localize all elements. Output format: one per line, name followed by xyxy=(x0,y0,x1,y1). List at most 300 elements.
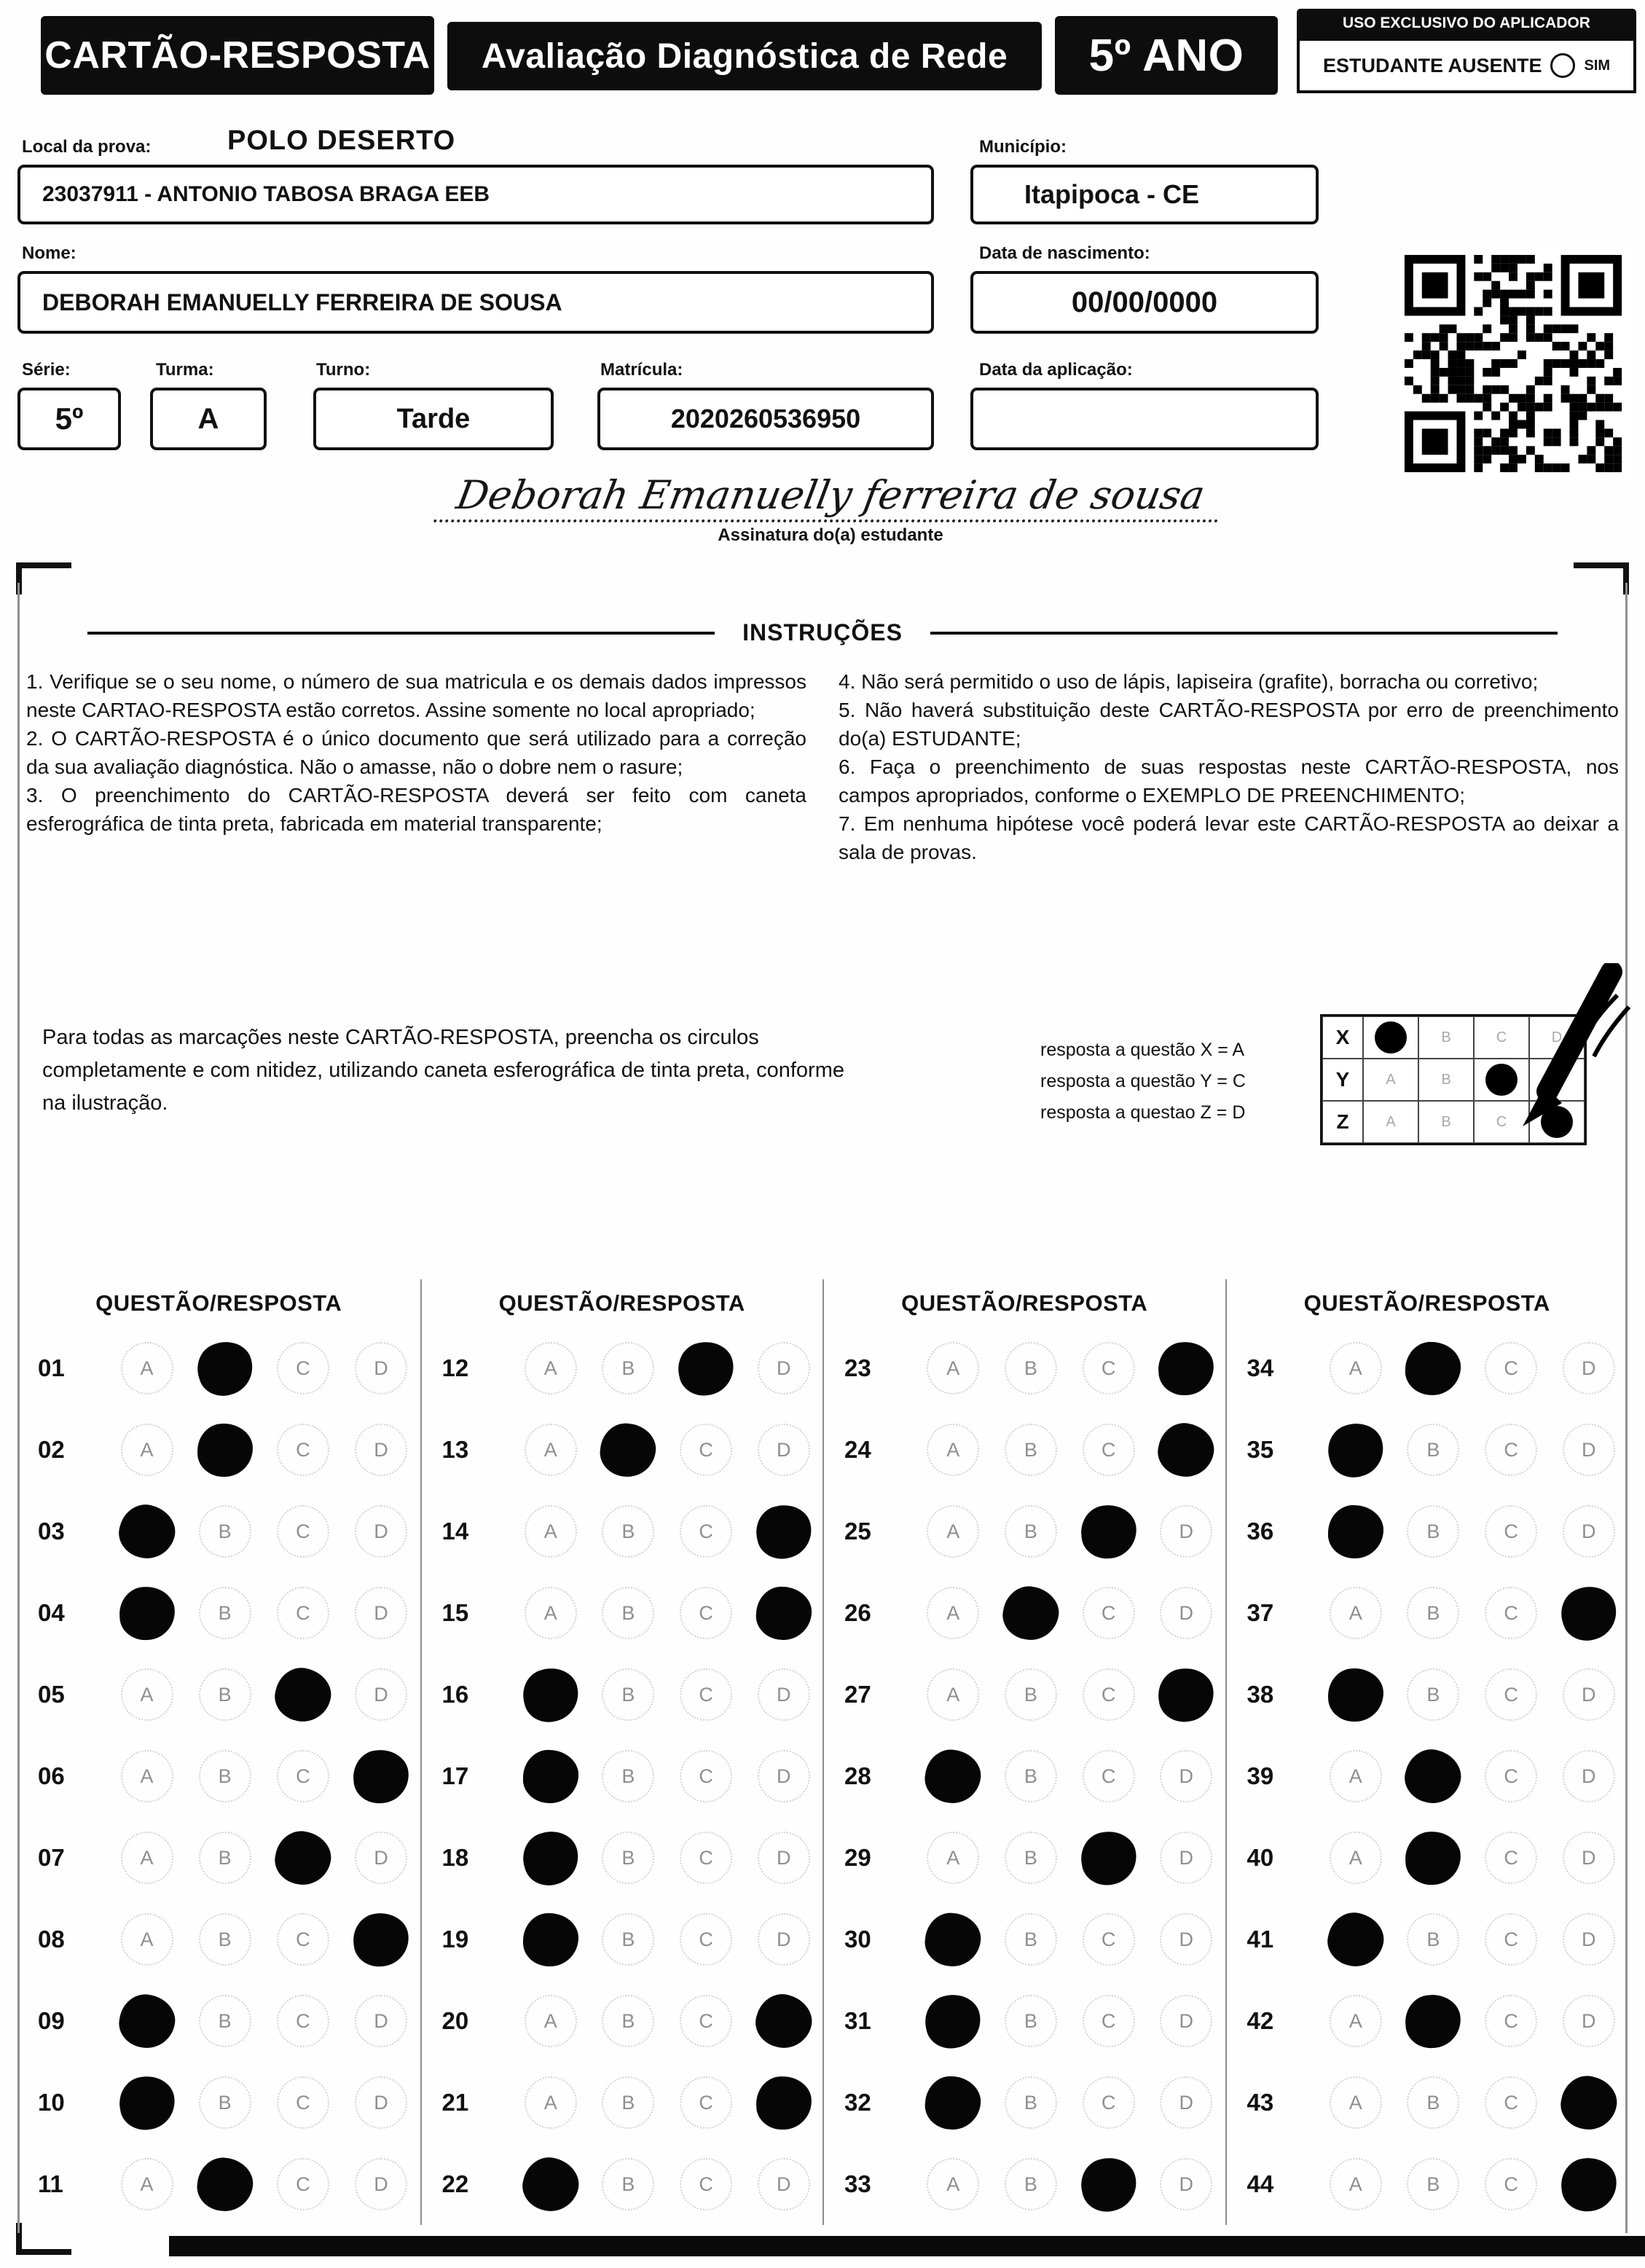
bubble-b[interactable]: B xyxy=(602,1587,654,1639)
question-number: 30 xyxy=(844,1926,871,1953)
bubble-d[interactable]: D xyxy=(355,1832,407,1884)
bubble-a-filled[interactable] xyxy=(922,1746,984,1807)
bubble-d[interactable]: D xyxy=(1160,2076,1212,2129)
pen-icon xyxy=(1477,963,1638,1145)
instructions-header xyxy=(87,619,1558,646)
bubble-a[interactable]: A xyxy=(525,2076,577,2129)
bubble-d[interactable]: D xyxy=(1160,1505,1212,1558)
question-row xyxy=(824,1735,1225,1817)
question-number: 21 xyxy=(441,2089,469,2116)
bubble-d[interactable]: D xyxy=(1160,1832,1212,1884)
bubble-d[interactable]: D xyxy=(758,1342,810,1394)
bubble-a[interactable]: A xyxy=(927,1342,979,1394)
bubble-a[interactable]: A xyxy=(525,1587,577,1639)
bubble-d[interactable]: D xyxy=(1563,1505,1615,1558)
bubble-b-filled[interactable] xyxy=(1405,1830,1463,1886)
bubble-c[interactable]: C xyxy=(680,2158,732,2210)
bubble-a[interactable]: A xyxy=(1330,1587,1382,1639)
question-row xyxy=(824,1980,1225,2062)
question-row xyxy=(422,1980,823,2062)
bubble-c[interactable]: C xyxy=(277,1995,329,2047)
example-bubble: A xyxy=(1363,1059,1418,1101)
question-row xyxy=(17,1817,420,1899)
example-legend xyxy=(1040,1035,1246,1129)
turno-label: Turno: xyxy=(316,360,371,380)
bubble-d-filled[interactable] xyxy=(1155,1665,1217,1725)
serie-label: Série: xyxy=(22,360,71,380)
question-row xyxy=(422,1572,823,1654)
bubble-c[interactable]: C xyxy=(277,1913,329,1966)
question-number: 32 xyxy=(844,2089,871,2116)
example-bubble: B xyxy=(1418,1101,1474,1143)
bubble-b[interactable]: B xyxy=(199,2076,251,2129)
question-number: 27 xyxy=(844,1681,871,1708)
bubble-c-filled[interactable] xyxy=(1077,1826,1141,1888)
bubble-c[interactable]: C xyxy=(277,2158,329,2210)
question-number: 22 xyxy=(441,2170,469,2197)
matricula-value: 2020260536950 xyxy=(670,404,861,433)
bubble-b[interactable]: B xyxy=(602,2158,654,2210)
qr-code xyxy=(1396,246,1630,481)
bubble-a[interactable]: A xyxy=(121,2158,173,2210)
question-row xyxy=(1227,1735,1628,1817)
bubble-a[interactable]: A xyxy=(1330,2076,1382,2129)
example-row-label: Y xyxy=(1322,1059,1363,1101)
question-number: 04 xyxy=(38,1599,65,1626)
bubble-d[interactable]: D xyxy=(1563,1750,1615,1802)
bubble-a[interactable]: A xyxy=(1330,2158,1382,2210)
bubble-c[interactable]: C xyxy=(680,1668,732,1721)
bubble-b-filled[interactable] xyxy=(1403,1992,1463,2049)
question-number: 34 xyxy=(1246,1354,1274,1381)
bubble-d[interactable]: D xyxy=(355,2076,407,2129)
question-row xyxy=(17,1409,420,1491)
ausente-sim-radio[interactable] xyxy=(1550,53,1575,78)
bubble-c[interactable]: C xyxy=(1485,1587,1537,1639)
bubble-c[interactable]: C xyxy=(277,1750,329,1802)
bubble-d[interactable]: D xyxy=(1160,1995,1212,2047)
question-number: 10 xyxy=(38,2089,65,2116)
question-row xyxy=(17,2143,420,2225)
answer-column-4 xyxy=(1225,1279,1628,2225)
question-row xyxy=(422,1327,823,1409)
estudante-ausente-label: ESTUDANTE AUSENTE xyxy=(1322,54,1542,76)
local-label: Local da prova: xyxy=(22,137,152,157)
question-number: 09 xyxy=(38,2007,65,2034)
bubble-c-filled[interactable] xyxy=(1075,2151,1142,2216)
bubble-c[interactable]: C xyxy=(1485,1995,1537,2047)
bubble-b[interactable]: B xyxy=(199,1913,251,1966)
bubble-d[interactable]: D xyxy=(1160,1587,1212,1639)
timing-bar xyxy=(169,2236,1645,2256)
bubble-b[interactable]: B xyxy=(1005,1913,1057,1966)
bubble-c[interactable]: C xyxy=(277,1587,329,1639)
bubble-a[interactable]: A xyxy=(1330,1750,1382,1802)
bubble-d-filled[interactable] xyxy=(754,1585,813,1641)
question-row xyxy=(824,1491,1225,1572)
bubble-d[interactable]: D xyxy=(355,1424,407,1476)
signature-block xyxy=(437,472,1224,546)
question-row xyxy=(422,1735,823,1817)
bubble-b[interactable]: B xyxy=(1005,2158,1057,2210)
bubble-a[interactable]: A xyxy=(121,1832,173,1884)
bubble-c-filled[interactable] xyxy=(270,1662,336,1727)
bubble-b[interactable]: B xyxy=(1005,1832,1057,1884)
matricula-label: Matrícula: xyxy=(600,360,683,380)
bubble-d[interactable]: D xyxy=(758,1750,810,1802)
answer-column-1 xyxy=(17,1279,420,2225)
bubble-a[interactable]: A xyxy=(927,1668,979,1721)
bubble-c[interactable]: C xyxy=(680,1832,732,1884)
bubble-b[interactable]: B xyxy=(1407,1424,1459,1476)
bubble-c[interactable]: C xyxy=(1485,1913,1537,1966)
bubble-d-filled[interactable] xyxy=(351,1747,411,1805)
bubble-a-filled[interactable] xyxy=(115,2072,178,2133)
question-row xyxy=(824,1817,1225,1899)
bubble-a[interactable]: A xyxy=(525,1995,577,2047)
bubble-b[interactable]: B xyxy=(1407,1913,1459,1966)
bubble-b[interactable]: B xyxy=(1407,2158,1459,2210)
bubble-a[interactable]: A xyxy=(121,1913,173,1966)
bubble-a-filled[interactable] xyxy=(118,1585,176,1641)
question-number: 19 xyxy=(441,1926,469,1953)
question-row xyxy=(824,1409,1225,1491)
question-number: 44 xyxy=(1246,2170,1274,2197)
bubble-c[interactable]: C xyxy=(680,1750,732,1802)
bubble-a[interactable]: A xyxy=(927,2158,979,2210)
bubble-a[interactable]: A xyxy=(121,1342,173,1394)
bubble-a[interactable]: A xyxy=(1330,1832,1382,1884)
sheet-title: CARTÃO-RESPOSTA xyxy=(41,16,434,95)
bubble-d[interactable]: D xyxy=(758,1668,810,1721)
bubble-a-filled[interactable] xyxy=(923,2073,983,2131)
rule-line xyxy=(930,632,1558,635)
column-header: QUESTÃO/RESPOSTA xyxy=(1303,1290,1550,1316)
bubble-d-filled[interactable] xyxy=(1558,2154,1620,2214)
bubble-d[interactable]: D xyxy=(1563,1342,1615,1394)
bubble-d[interactable]: D xyxy=(758,1913,810,1966)
bubble-b-filled[interactable] xyxy=(1399,1743,1467,1809)
aplicador-panel xyxy=(1297,9,1636,93)
bubble-c[interactable]: C xyxy=(1485,1342,1537,1394)
bubble-a-filled[interactable] xyxy=(113,1498,181,1564)
bubble-a[interactable]: A xyxy=(525,1424,577,1476)
bubble-a-filled[interactable] xyxy=(517,1662,584,1727)
bubble-d[interactable]: D xyxy=(758,1832,810,1884)
answer-column-2 xyxy=(420,1279,823,2225)
question-row xyxy=(422,1654,823,1735)
bubble-b[interactable]: B xyxy=(1005,1342,1057,1394)
student-signature: Deborah Emanuelly ferreira de sousa xyxy=(433,472,1228,522)
bubble-c[interactable]: C xyxy=(277,2076,329,2129)
bubble-d-filled[interactable] xyxy=(750,1499,816,1563)
instruction-item: 3. O preenchimento do CARTÃO-RESPOSTA deverá ser feito com caneta esferográfica de tinta preta, fabricada em material transparente; xyxy=(26,784,806,835)
question-number: 01 xyxy=(38,1354,65,1381)
bubble-c[interactable]: C xyxy=(1083,1424,1135,1476)
bubble-b[interactable]: B xyxy=(602,1342,654,1394)
bubble-b[interactable]: B xyxy=(199,1668,251,1721)
turma-field xyxy=(150,388,267,450)
bubble-c[interactable]: C xyxy=(1083,2076,1135,2129)
bubble-a[interactable]: A xyxy=(121,1424,173,1476)
question-number: 24 xyxy=(844,1436,871,1463)
bubble-b[interactable]: B xyxy=(1407,1505,1459,1558)
bubble-c[interactable]: C xyxy=(680,1505,732,1558)
bubble-a[interactable]: A xyxy=(525,1505,577,1558)
bubble-b-filled[interactable] xyxy=(598,1421,659,1480)
bubble-c[interactable]: C xyxy=(680,1913,732,1966)
bubble-b[interactable]: B xyxy=(602,1995,654,2047)
bubble-b[interactable]: B xyxy=(199,1505,251,1558)
bubble-a-filled[interactable] xyxy=(922,1910,984,1969)
instruction-item: 5. Não haverá substituição deste CARTÃO-RESPOSTA por erro de preenchimento do(a) ESTUDANTE; xyxy=(839,699,1619,750)
bubble-d[interactable]: D xyxy=(355,1342,407,1394)
bubble-a[interactable]: A xyxy=(1330,1995,1382,2047)
question-row xyxy=(1227,1654,1628,1735)
nascimento-value: 00/00/0000 xyxy=(1071,286,1218,318)
question-number: 17 xyxy=(441,1762,469,1789)
serie-field xyxy=(17,388,121,450)
legend-line: resposta a questao Z = D xyxy=(1040,1102,1246,1123)
aplicacao-field xyxy=(970,388,1319,450)
question-number: 28 xyxy=(844,1762,871,1789)
question-number: 39 xyxy=(1246,1762,1274,1789)
bubble-c[interactable]: C xyxy=(1083,1995,1135,2047)
instruction-item: 6. Faça o preenchimento de suas respostas neste CARTÃO-RESPOSTA, nos campos apropriados, conforme o EXEMPLO DE PREENCHIMENTO; xyxy=(839,756,1619,807)
turma-value: A xyxy=(197,402,219,435)
answer-rows xyxy=(422,1327,823,2225)
bubble-c[interactable]: C xyxy=(680,2076,732,2129)
bubble-a-filled[interactable] xyxy=(115,1990,179,2052)
question-number: 11 xyxy=(38,2170,63,2197)
bubble-b[interactable]: B xyxy=(1005,1424,1057,1476)
question-number: 43 xyxy=(1246,2089,1274,2116)
question-number: 36 xyxy=(1246,1518,1274,1545)
school-field xyxy=(17,165,934,224)
bubble-b[interactable]: B xyxy=(602,1668,654,1721)
bubble-b[interactable]: B xyxy=(602,1505,654,1558)
bubble-d[interactable]: D xyxy=(355,1587,407,1639)
question-row xyxy=(1227,1409,1628,1491)
question-number: 08 xyxy=(38,1926,65,1953)
bubble-b-filled[interactable] xyxy=(190,1335,259,1402)
bubble-d[interactable]: D xyxy=(355,1505,407,1558)
bubble-d-filled[interactable] xyxy=(350,1910,412,1969)
bubble-a[interactable]: A xyxy=(927,1832,979,1884)
nascimento-label: Data de nascimento: xyxy=(979,243,1150,263)
answers-section xyxy=(17,1279,1628,2224)
school-value: 23037911 - ANTONIO TABOSA BRAGA EEB xyxy=(42,182,490,206)
bubble-a-filled[interactable] xyxy=(921,1989,986,2052)
instruction-item: 1. Verifique se o seu nome, o número de sua matricula e os demais dados impressos neste CARTAO-RESPOSTA estão corretos. Assine somente no local apropriado; xyxy=(26,670,806,721)
bubble-b[interactable]: B xyxy=(1005,2076,1057,2129)
bubble-d-filled[interactable] xyxy=(1556,2071,1622,2134)
bubble-a-filled[interactable] xyxy=(1322,1907,1389,1971)
bubble-b[interactable]: B xyxy=(199,1587,251,1639)
bubble-a-filled[interactable] xyxy=(1327,1668,1383,1722)
example-bubble: B xyxy=(1418,1016,1474,1059)
bubble-c[interactable]: C xyxy=(277,1342,329,1394)
bubble-c[interactable]: C xyxy=(680,1587,732,1639)
bubble-b[interactable]: B xyxy=(602,1832,654,1884)
nascimento-field xyxy=(970,271,1319,334)
bubble-d[interactable]: D xyxy=(758,2158,810,2210)
example-row-label: X xyxy=(1322,1016,1363,1059)
bubble-d-filled[interactable] xyxy=(1153,1418,1219,1482)
bubble-c[interactable]: C xyxy=(1083,1342,1135,1394)
registration-mark-top-right xyxy=(1574,562,1629,595)
bubble-c[interactable]: C xyxy=(1485,1668,1537,1721)
bubble-a[interactable]: A xyxy=(927,1424,979,1476)
bubble-d-filled[interactable] xyxy=(755,2075,812,2130)
bubble-c[interactable]: C xyxy=(1083,1913,1135,1966)
column-header: QUESTÃO/RESPOSTA xyxy=(95,1290,342,1316)
bubble-d[interactable]: D xyxy=(1563,1424,1615,1476)
question-number: 07 xyxy=(38,1844,65,1871)
bubble-b[interactable]: B xyxy=(602,1913,654,1966)
bubble-c[interactable]: C xyxy=(1485,2076,1537,2129)
bubble-b-filled[interactable] xyxy=(197,1423,253,1477)
question-number: 38 xyxy=(1246,1681,1274,1708)
question-number: 06 xyxy=(38,1762,65,1789)
question-row xyxy=(17,1899,420,1980)
bubble-b[interactable]: B xyxy=(1407,1587,1459,1639)
bubble-b[interactable]: B xyxy=(1005,1995,1057,2047)
question-number: 18 xyxy=(441,1844,469,1871)
grade-badge: 5º ANO xyxy=(1055,16,1278,95)
bubble-d[interactable]: D xyxy=(1563,1995,1615,2047)
bubble-b-filled[interactable] xyxy=(1405,1341,1463,1397)
bubble-c[interactable]: C xyxy=(1485,1750,1537,1802)
bubble-b[interactable]: B xyxy=(1005,1505,1057,1558)
sheet-subtitle: Avaliação Diagnóstica de Rede xyxy=(447,22,1042,90)
legend-line: resposta a questão X = A xyxy=(1040,1040,1245,1060)
column-header: QUESTÃO/RESPOSTA xyxy=(498,1290,745,1316)
bubble-d[interactable]: D xyxy=(1563,1832,1615,1884)
local-value: POLO DESERTO xyxy=(227,125,456,156)
bubble-c[interactable]: C xyxy=(277,1505,329,1558)
question-number: 37 xyxy=(1246,1599,1274,1626)
bubble-b[interactable]: B xyxy=(199,1832,251,1884)
bubble-d[interactable]: D xyxy=(1563,1913,1615,1966)
question-row xyxy=(1227,1572,1628,1654)
matricula-field xyxy=(597,388,934,450)
bubble-b[interactable]: B xyxy=(199,1995,251,2047)
question-row xyxy=(824,1572,1225,1654)
bubble-b[interactable]: B xyxy=(602,1750,654,1802)
answer-column-3 xyxy=(822,1279,1225,2225)
bubble-c[interactable]: C xyxy=(1485,1424,1537,1476)
question-number: 02 xyxy=(38,1436,65,1463)
bubble-a[interactable]: A xyxy=(121,1750,173,1802)
bubble-c[interactable]: C xyxy=(680,1995,732,2047)
nome-field xyxy=(17,271,934,334)
question-number: 42 xyxy=(1246,2007,1274,2034)
bubble-c-filled[interactable] xyxy=(1078,1502,1139,1561)
bubble-a[interactable]: A xyxy=(1330,1342,1382,1394)
bubble-a-filled[interactable] xyxy=(517,2151,584,2217)
instruction-item: 2. O CARTÃO-RESPOSTA é o único documento que será utilizado para a correção da sua avaliação diagnóstica. Não o amasse, não o dobre nem o rasure; xyxy=(26,727,806,778)
bubble-a-filled[interactable] xyxy=(523,1913,578,1966)
bubble-d[interactable]: D xyxy=(355,1668,407,1721)
question-row xyxy=(17,1735,420,1817)
bubble-c[interactable]: C xyxy=(1485,2158,1537,2210)
bubble-b[interactable]: B xyxy=(1407,2076,1459,2129)
question-number: 13 xyxy=(441,1436,469,1463)
bubble-c[interactable]: C xyxy=(680,1424,732,1476)
nome-value: DEBORAH EMANUELLY FERREIRA DE SOUSA xyxy=(42,289,562,315)
bubble-c-filled[interactable] xyxy=(270,1826,336,1889)
bubble-c[interactable]: C xyxy=(1083,1750,1135,1802)
bubble-b-filled[interactable] xyxy=(999,1582,1064,1644)
registration-mark-bottom-left xyxy=(16,2223,71,2255)
bubble-c-filled[interactable] xyxy=(674,1337,739,1400)
bubble-d[interactable]: D xyxy=(758,1424,810,1476)
bubble-a[interactable]: A xyxy=(121,1668,173,1721)
bubble-c[interactable]: C xyxy=(1485,1832,1537,1884)
turma-label: Turma: xyxy=(156,360,214,380)
example-bubble: C xyxy=(1474,1101,1529,1143)
bubble-d-filled[interactable] xyxy=(750,1988,818,2055)
question-row xyxy=(17,1572,420,1654)
question-number: 15 xyxy=(441,1599,469,1626)
bubble-c[interactable]: C xyxy=(277,1424,329,1476)
legend-line: resposta a questão Y = C xyxy=(1040,1071,1246,1091)
question-row xyxy=(824,2062,1225,2143)
bubble-b[interactable]: B xyxy=(1005,1668,1057,1721)
estudante-ausente-row xyxy=(1297,38,1636,93)
question-number: 35 xyxy=(1246,1436,1274,1463)
bubble-b-filled[interactable] xyxy=(194,2154,256,2215)
question-row xyxy=(17,1491,420,1572)
bubble-b[interactable]: B xyxy=(602,2076,654,2129)
example-bubble: C xyxy=(1474,1016,1529,1059)
bubble-b[interactable]: B xyxy=(1005,1750,1057,1802)
question-number: 40 xyxy=(1246,1844,1274,1871)
bubble-a[interactable]: A xyxy=(525,1342,577,1394)
bubble-a[interactable]: A xyxy=(927,1587,979,1639)
bubble-b[interactable]: B xyxy=(1407,1668,1459,1721)
bubble-c[interactable]: C xyxy=(1083,1587,1135,1639)
bubble-a-filled[interactable] xyxy=(1322,1416,1389,1483)
example-bubble: B xyxy=(1418,1059,1474,1101)
question-number: 03 xyxy=(38,1518,65,1545)
bubble-d[interactable]: D xyxy=(1160,2158,1212,2210)
bubble-a[interactable]: A xyxy=(927,1505,979,1558)
bubble-c[interactable]: C xyxy=(1083,1668,1135,1721)
bubble-d[interactable]: D xyxy=(1160,1750,1212,1802)
question-row xyxy=(824,1899,1225,1980)
question-number: 23 xyxy=(844,1354,871,1381)
question-number: 31 xyxy=(844,2007,871,2034)
bubble-b[interactable]: B xyxy=(199,1750,251,1802)
instructions-columns xyxy=(26,667,1619,866)
bubble-d[interactable]: D xyxy=(355,1995,407,2047)
question-number: 29 xyxy=(844,1844,871,1871)
answer-rows xyxy=(17,1327,420,2225)
bubble-a-filled[interactable] xyxy=(517,1824,585,1891)
bubble-d-filled[interactable] xyxy=(1157,1340,1216,1397)
bubble-d[interactable]: D xyxy=(1563,1668,1615,1721)
bubble-c[interactable]: C xyxy=(1485,1505,1537,1558)
bubble-a-filled[interactable] xyxy=(522,1749,580,1804)
bubble-d[interactable]: D xyxy=(1160,1913,1212,1966)
question-row xyxy=(17,1327,420,1409)
question-row xyxy=(824,1654,1225,1735)
bubble-d[interactable]: D xyxy=(355,2158,407,2210)
bubble-d-filled[interactable] xyxy=(1554,1580,1623,1647)
bubble-a-filled[interactable] xyxy=(1327,1504,1383,1558)
